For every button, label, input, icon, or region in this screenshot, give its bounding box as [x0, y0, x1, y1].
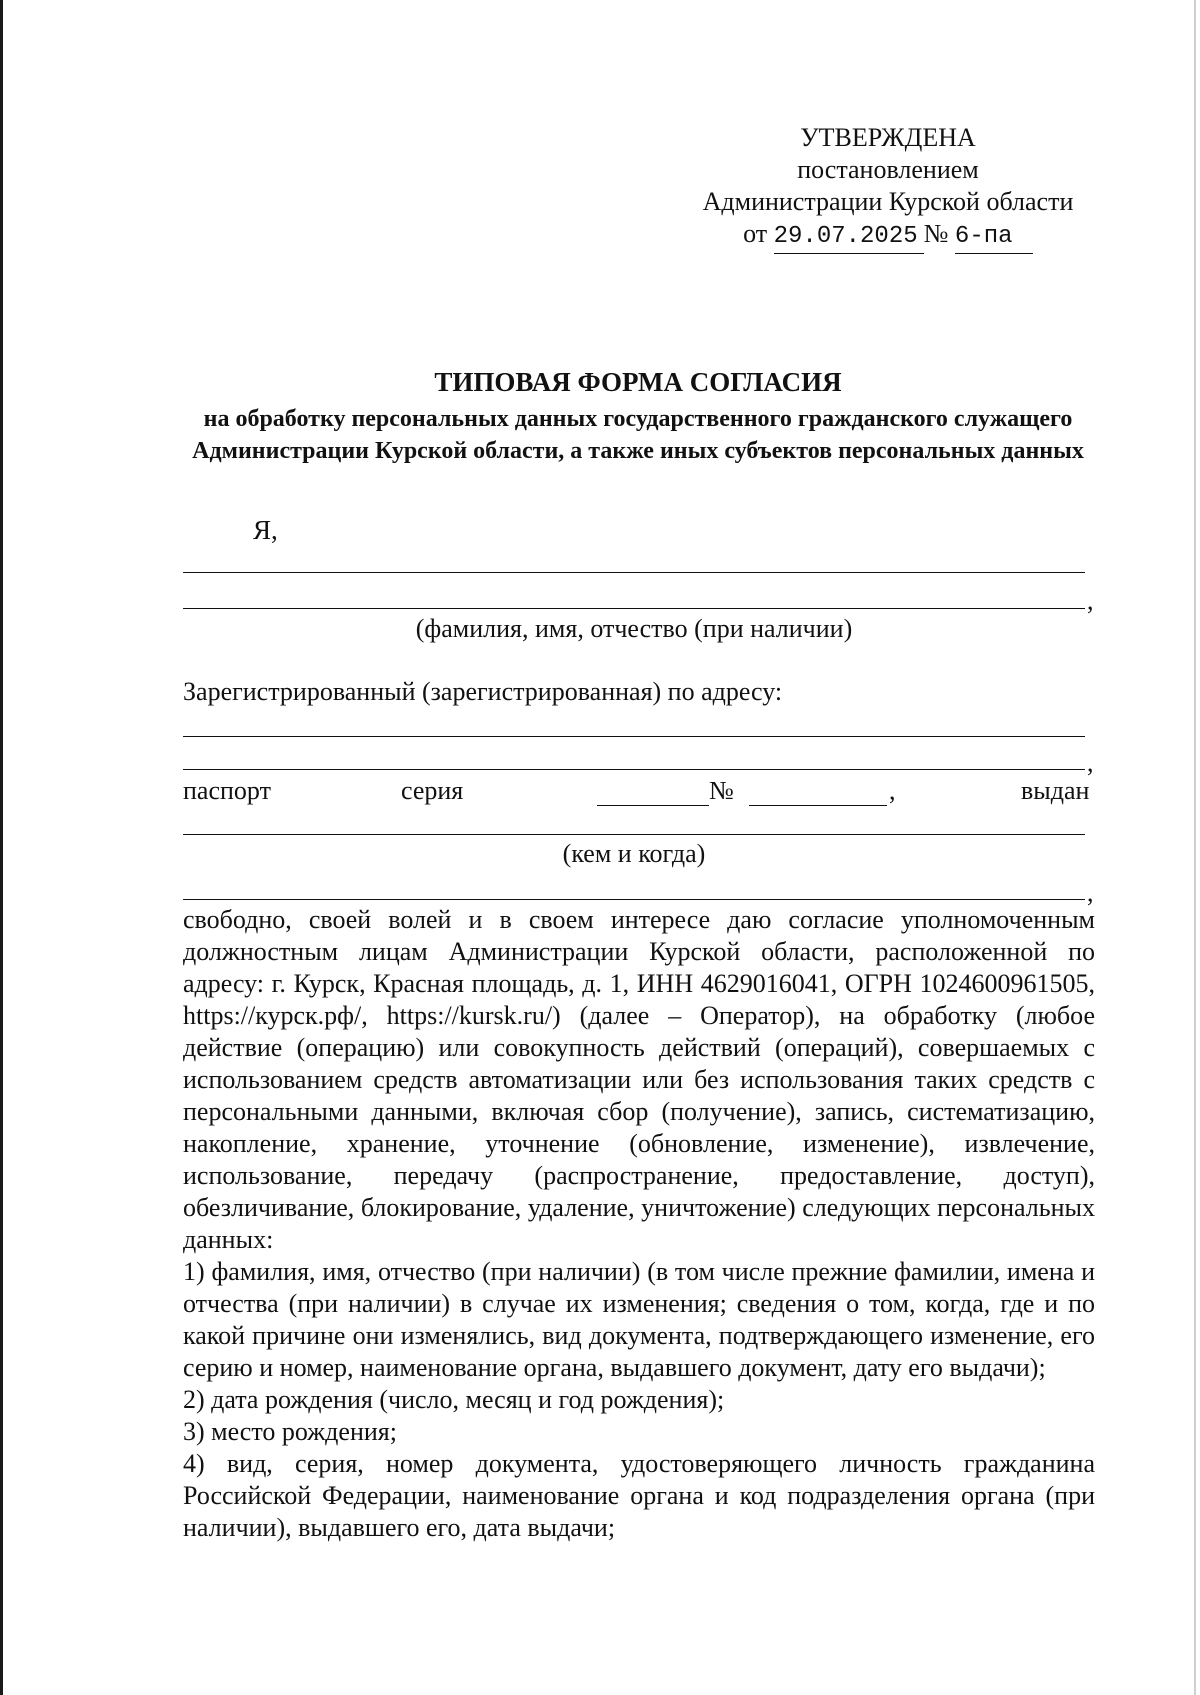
list-item-1: 1) фамилия, имя, отчество (при наличии) (в том числе прежние фамилии, имена и отчества (при наличии) в случае их изменения; сведения о том, когда, где и по какой причине они изменялись, вид документа, подтверждающего изменение, его серию и номер, наименование органа, выдавшего документ, дату его выдачи); — [183, 1257, 1095, 1382]
approval-block — [643, 122, 1133, 254]
document-title: ТИПОВАЯ ФОРМА СОГЛАСИЯ — [434, 367, 842, 397]
approval-date-prefix: от — [743, 219, 768, 248]
approval-date-line — [643, 218, 1133, 254]
issued-line-1[interactable] — [183, 834, 1085, 835]
consent-paragraph: свободно, своей волей и в своем интересе даю согласие уполномоченным должностным лицам Администрации Курской области, расположенной по адресу: г. Курск, Красная площадь, д. 1, ИНН 4629016041, ОГРН 1024600961505, https://курск.рф/, https://kursk.ru/) (далее – Оператор), на обработку (любое действие (операцию) или совокупность действий (операций), совершаемых с использованием средств автоматизации или без использования таких средств с персональными данными, включая сбор (получение), запись, систематизацию, накопление, хранение, уточнение (обновление, изменение), извлечение, использование, передачу (распространение, предоставление, доступ), обезличивание, блокирование, удаление, уничтожение) следующих персональных данных: — [183, 905, 1095, 1254]
fio-line-2[interactable] — [183, 608, 1085, 609]
issued-caption: (кем и когда) — [562, 839, 706, 868]
consent-body — [183, 904, 1095, 1544]
list-item-3: 3) место рождения; — [183, 1417, 397, 1446]
passport-label: паспорт — [183, 776, 271, 805]
approval-number-prefix: № — [923, 219, 949, 248]
fio-line-1[interactable] — [183, 572, 1085, 573]
document-subtitle: на обработку персональных данных государственного гражданского служащего Администрации Курской области, а также иных субъектов персональных данных — [192, 406, 1084, 464]
registered-label: Зарегистрированный (зарегистрированная) по адресу: — [183, 677, 783, 706]
number-label: № — [709, 776, 734, 805]
series-label: серия — [401, 776, 464, 805]
address-line-2[interactable] — [183, 769, 1085, 770]
address-line-1[interactable] — [183, 736, 1085, 737]
number-comma: , — [889, 776, 896, 805]
approval-date: 29.07.2025 — [774, 221, 924, 254]
issued-line-2[interactable] — [183, 899, 1085, 900]
fio-caption: (фамилия, имя, отчество (при наличии) — [415, 614, 853, 643]
list-item-2: 2) дата рождения (число, месяц и год рождения); — [183, 1385, 725, 1414]
fio-comma: , — [1087, 586, 1094, 615]
issued-comma: , — [1087, 878, 1094, 907]
address-comma: , — [1087, 748, 1094, 777]
approval-number: 6-па — [955, 221, 1033, 254]
issued-label: выдан — [1021, 776, 1090, 805]
approval-by: постановлением — [797, 155, 979, 184]
series-field[interactable] — [597, 805, 709, 806]
list-item-4: 4) вид, серия, номер документа, удостоверяющего личность гражданина Российской Федерации, наименование органа и код подразделения органа (при наличии), выдавшего его, дата выдачи; — [183, 1449, 1095, 1542]
approval-authority: Администрации Курской области — [702, 187, 1074, 216]
ya-label: Я, — [253, 515, 278, 545]
approval-status: УТВЕРЖДЕНА — [800, 123, 976, 152]
number-field[interactable] — [749, 805, 887, 806]
